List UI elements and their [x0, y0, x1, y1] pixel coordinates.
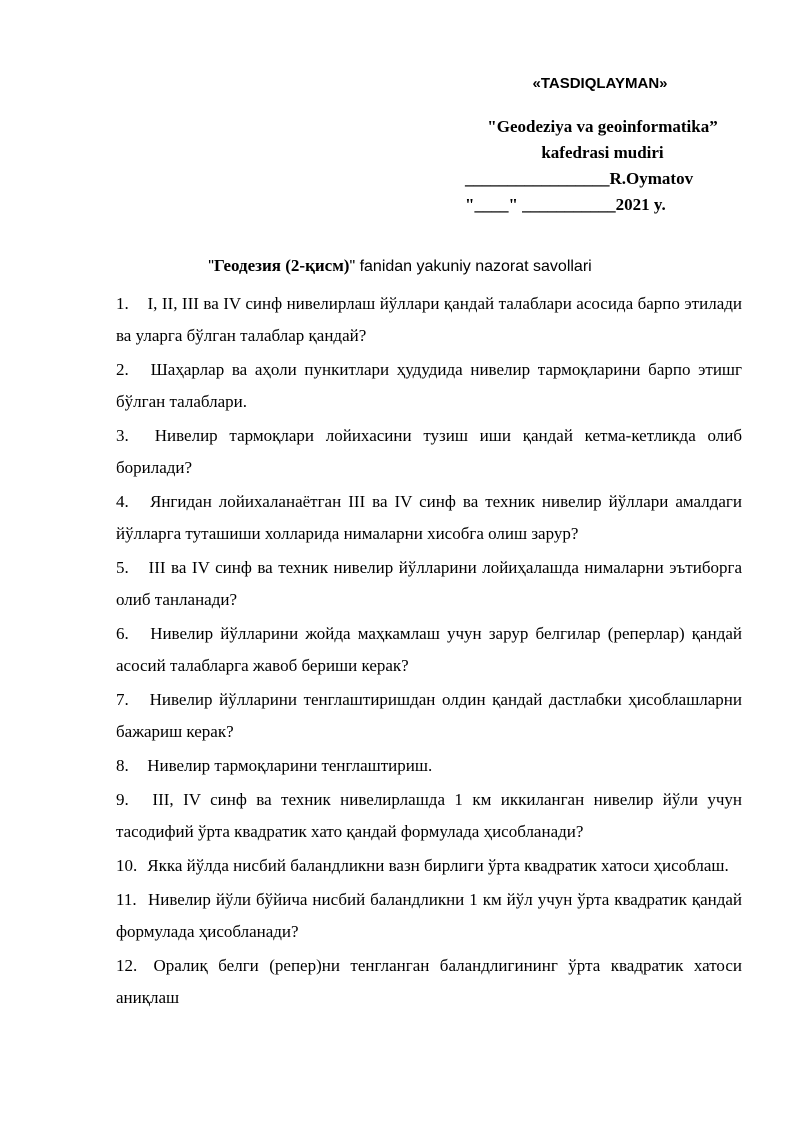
question-number: 11. [116, 890, 137, 909]
question-number: 4. [116, 492, 129, 511]
question-number: 7. [116, 690, 129, 709]
question-text: Нивелир тармоқлари лойихасини тузиш иши қандай кетма-кетликда олиб борилади? [116, 426, 742, 477]
question-item [116, 486, 742, 550]
title-subject: Геодезия (2-қисм) [213, 256, 350, 275]
question-item [116, 684, 742, 748]
question-text: III ва IV синф ва техник нивелир йўлларини лойиҳалашда нималарни эътиборга олиб танланади? [116, 558, 742, 609]
question-number: 10. [116, 856, 138, 875]
approval-position-line: kafedrasi mudiri [541, 143, 664, 162]
question-text: Якка йўлда нисбий баландликни вазн бирлиги ўрта квадратик хатоси ҳисоблаш. [147, 856, 729, 875]
question-item [116, 420, 742, 484]
question-text: Нивелир йўлларини тенглаштиришдан олдин қандай дастлабки ҳисоблашларни бажариш керак? [116, 690, 743, 741]
question-item [116, 950, 742, 1014]
question-text: Нивелир йўли бўйича нисбий баландликни 1 км йўл учун ўрта квадратик қандай формулада ҳисобланади? [116, 890, 743, 941]
question-number: 3. [116, 426, 129, 445]
question-number: 1. [116, 294, 129, 313]
question-text: Нивелир тармоқларини тенглаштириш. [147, 756, 433, 775]
question-number: 12. [116, 956, 138, 975]
question-item [116, 552, 742, 616]
approval-date-line: "____" ___________2021 y. [465, 195, 666, 214]
question-item [116, 618, 742, 682]
question-item [116, 354, 742, 418]
question-text: Нивелир йўлларини жойда маҳкамлаш учун зарур белгилар (реперлар) қандай асосий талабларга жавоб бериши керак? [116, 624, 742, 675]
question-item [116, 288, 742, 352]
question-number: 2. [116, 360, 129, 379]
title-rest: " fanidan yakuniy nazorat savollari [349, 258, 592, 275]
question-number: 5. [116, 558, 129, 577]
approval-department-line: "Geodeziya va geoinformatika” [487, 117, 718, 136]
question-text: Янгидан лойихаланаётган III ва IV синф ва техник нивелир йўллари амалдаги йўлларга туташиши холларида нималарни хисобга олиш зарур? [116, 492, 742, 543]
question-item [116, 784, 742, 848]
title-quote-open: " [208, 258, 214, 275]
question-number: 9. [116, 790, 129, 809]
question-item [116, 750, 742, 782]
document-title [0, 256, 800, 276]
question-text: Шаҳарлар ва аҳоли пункитлари ҳудудида нивелир тармоқларини барпо этишг бўлган талаблари. [116, 360, 742, 411]
question-text: I, II, III ва IV синф нивелирлаш йўллари қандай талаблари асосида барпо этилади ва уларга бўлган талаблар қандай? [116, 294, 742, 345]
approval-stamp: «TASDIQLAYMAN» [532, 75, 668, 92]
question-list [116, 288, 742, 1016]
question-item [116, 850, 742, 882]
question-number: 6. [116, 624, 129, 643]
question-text: Оралиқ белги (репер)ни тенгланган баландлигининг ўрта квадратик хатоси аниқлаш [116, 956, 742, 1007]
question-item [116, 884, 742, 948]
approval-signature-line: _________________R.Oymatov [465, 169, 694, 188]
question-text: III, IV синф ва техник нивелирлашда 1 км иккиланган нивелир йўли учун тасодифий ўрта квадратик хато қандай формулада ҳисобланади? [116, 790, 743, 841]
question-number: 8. [116, 756, 129, 775]
